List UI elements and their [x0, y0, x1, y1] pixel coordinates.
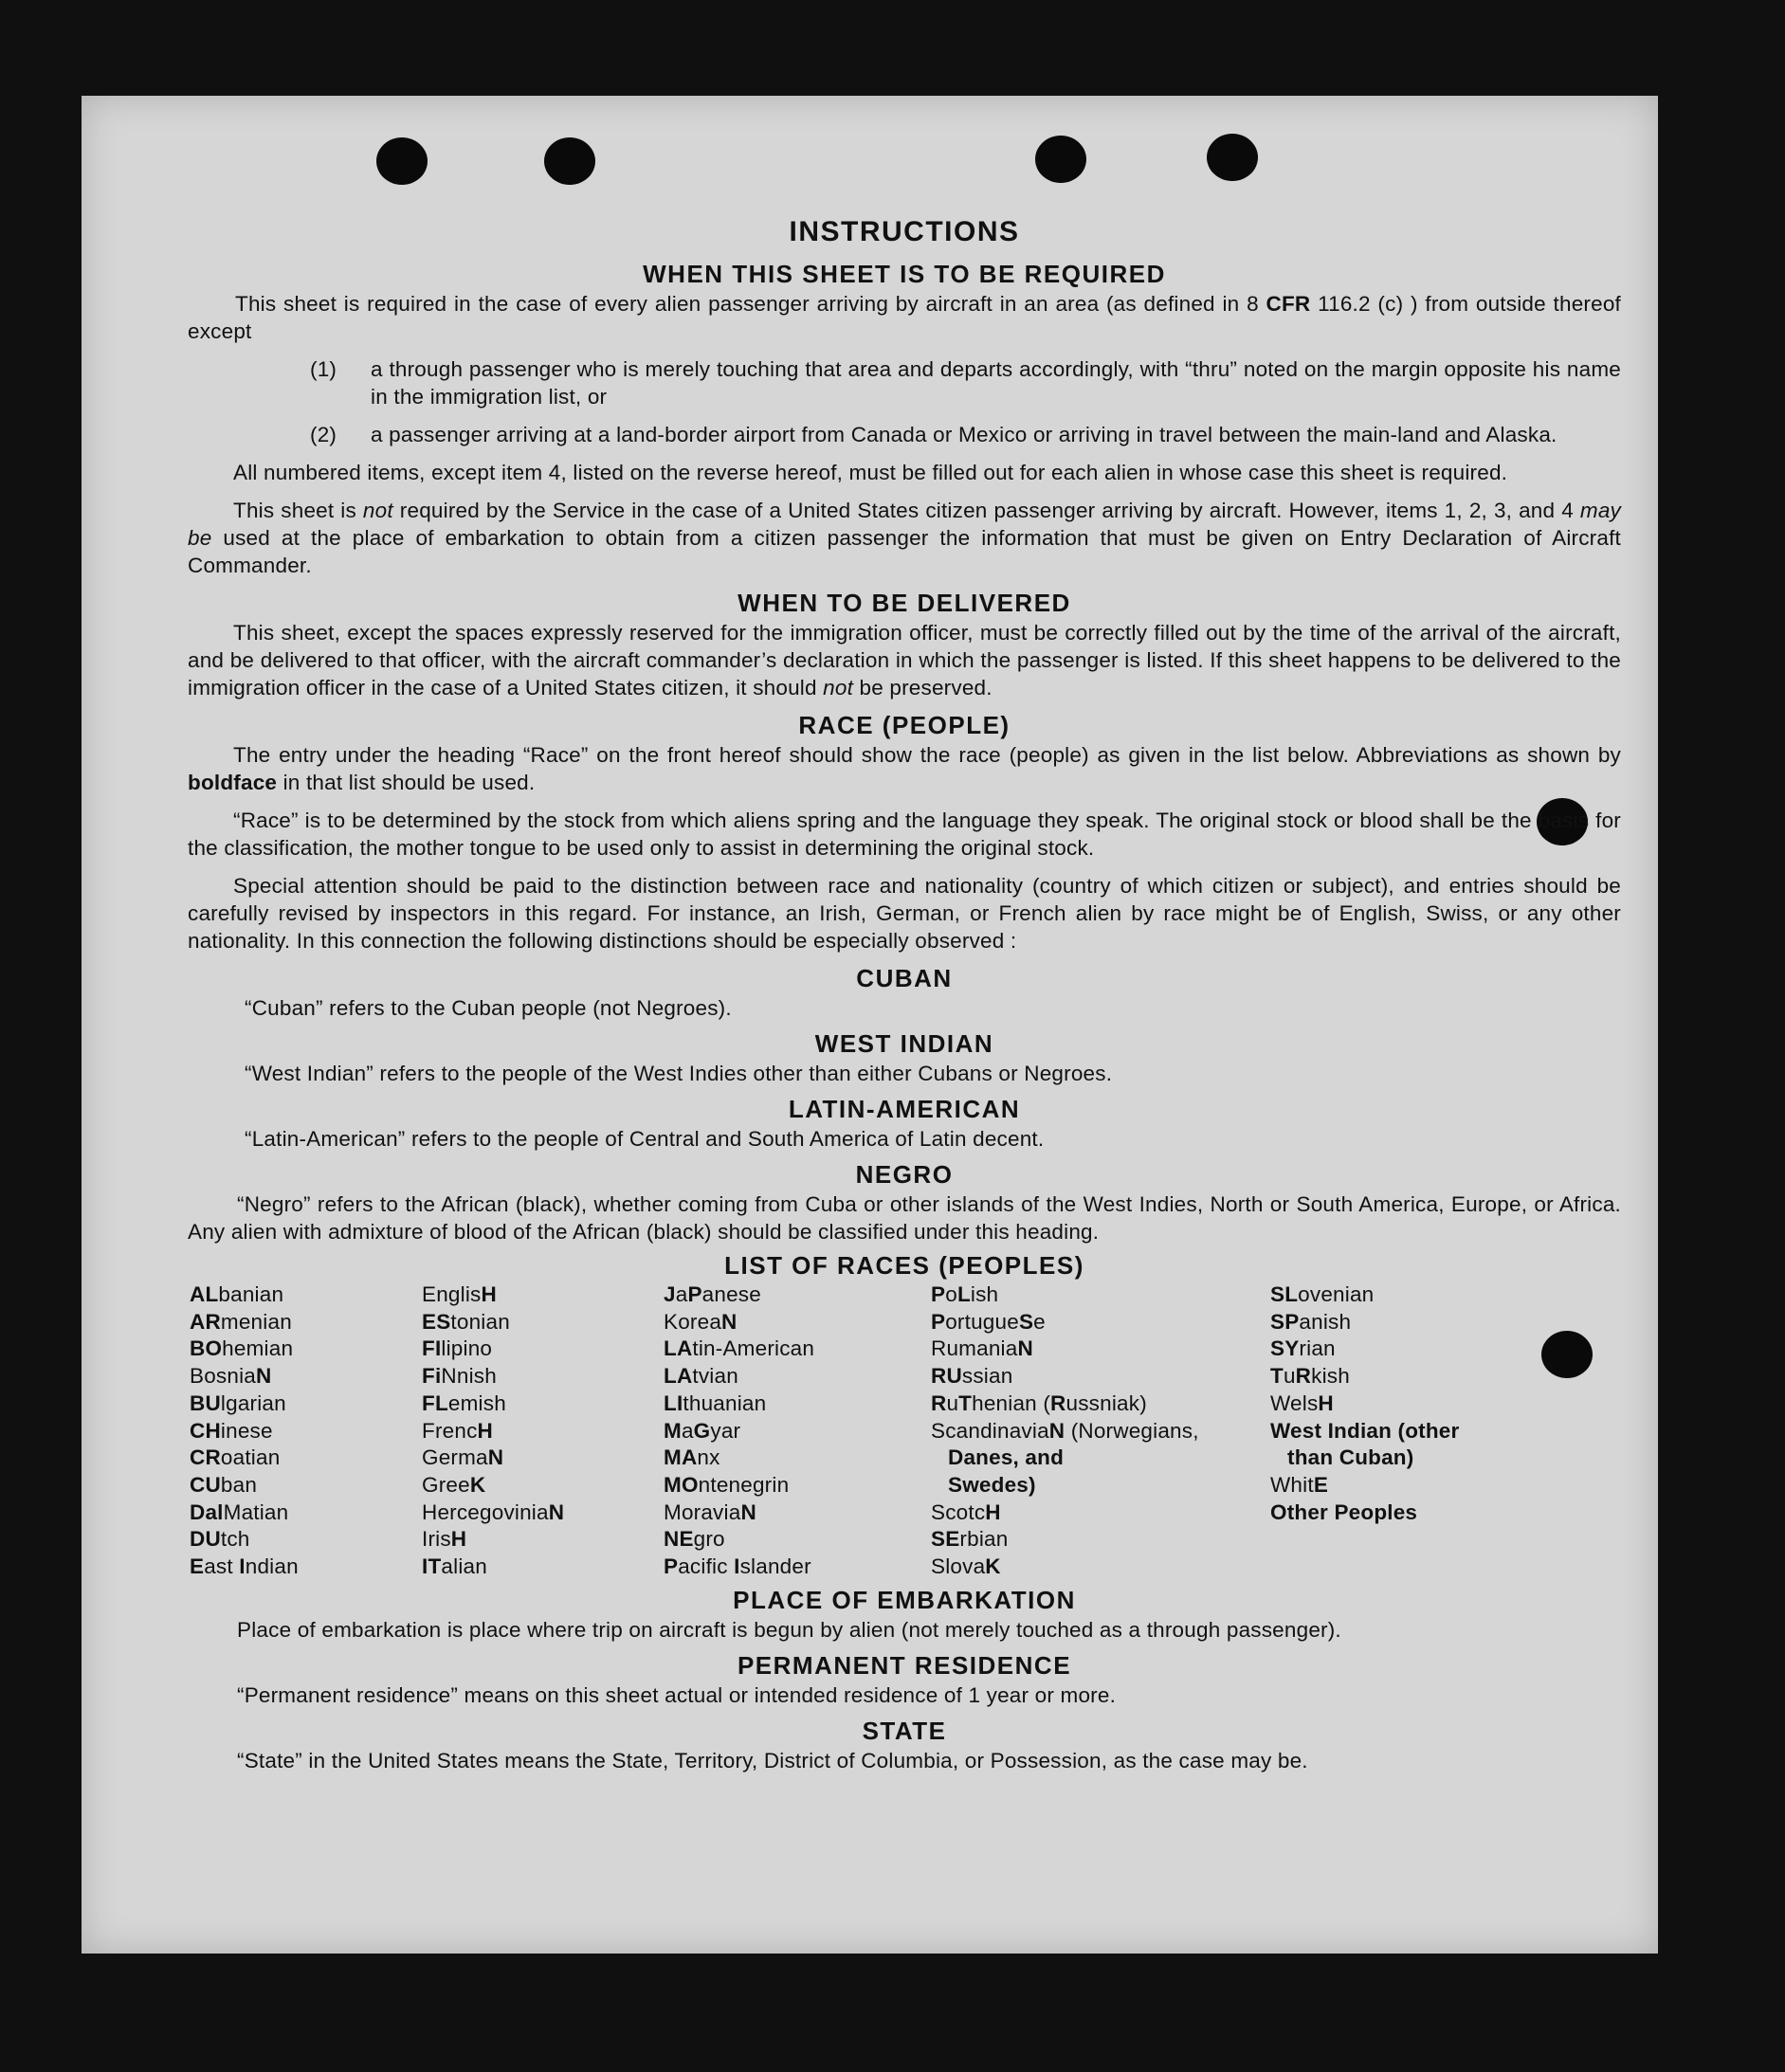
paragraph-numbered-items: All numbered items, except item 4, listed on the reverse hereof, must be filled out for each alien in whose case this sheet is required.	[233, 461, 1508, 484]
section-heading-required: WHEN THIS SHEET IS TO BE REQUIRED	[643, 260, 1166, 288]
paragraph-embarkation: Place of embarkation is place where trip on aircraft is begun by alien (not merely touched as a through passenger).	[237, 1617, 1341, 1642]
definition-text: “West Indian” refers to the people of the West Indies other than either Cubans or Negroes.	[245, 1062, 1113, 1085]
races-heading: LIST OF RACES (PEOPLES)	[724, 1251, 1084, 1280]
race-entry: than Cuban)	[1287, 1445, 1414, 1470]
race-entry: ScandinaviaN (Norwegians,	[931, 1418, 1199, 1443]
race-entry: DUtch	[190, 1527, 250, 1552]
punch-hole	[376, 137, 428, 185]
races-column	[190, 1281, 422, 1581]
section-heading-embarkation: PLACE OF EMBARKATION	[733, 1585, 1076, 1614]
race-entry: MAnx	[664, 1445, 720, 1470]
race-entry: RuThenian (Russniak)	[931, 1390, 1147, 1415]
punch-hole	[1035, 136, 1086, 183]
paragraph-state: “State” in the United States means the State, Territory, District of Columbia, or Possession, as the case may be.	[237, 1748, 1308, 1772]
paragraph-race-entry: The entry under the heading “Race” on the front hereof should show the race (people) as given in the list below. Abbreviations as shown by boldface in that list should be used.	[188, 743, 1621, 794]
race-entry: IrisH	[422, 1527, 467, 1552]
race-entry: GreeK	[422, 1472, 486, 1497]
definition-heading: CUBAN	[856, 964, 953, 992]
paragraph-race-nationality: Special attention should be paid to the distinction between race and nationality (country of which citizen or subject), and entries should be carefully revised by inspectors in this regard. For instance, an Irish, German, or French alien by race might be of English, Swiss, or any other nationality. In this connection the following distinctions should be especially observed :	[188, 874, 1621, 953]
race-entry: ARmenian	[190, 1309, 292, 1334]
race-entry: FIlipino	[422, 1336, 493, 1361]
exception-item: (1) a through passenger who is merely touching that area and departs accordingly, with “thru” noted on the margin opposite his name in the immigration list, or	[310, 357, 1621, 409]
race-entry: KoreaN	[664, 1309, 738, 1334]
race-entry: Swedes)	[948, 1472, 1036, 1497]
race-entry: CUban	[190, 1472, 258, 1497]
race-entry: West Indian (other	[1270, 1418, 1460, 1443]
instructions-content	[188, 216, 1621, 1783]
paragraph-race-stock: “Race” is to be determined by the stock from which aliens spring and the language they speak. The original stock or blood shall be the basis for the classification, the mother tongue to be used only to assist in determining the original stock.	[188, 809, 1621, 860]
race-entry: FrencH	[422, 1418, 493, 1443]
punch-hole	[544, 137, 595, 185]
punch-hole	[1207, 134, 1258, 181]
race-entry: Pacific Islander	[664, 1554, 811, 1579]
definition-heading: WEST INDIAN	[814, 1029, 994, 1058]
race-entry: BUlgarian	[190, 1390, 286, 1415]
race-entry: BosniaN	[190, 1364, 272, 1389]
race-entry: East Indian	[190, 1554, 299, 1579]
race-entry: PortugueSe	[931, 1309, 1046, 1334]
race-entry: EStonian	[422, 1309, 510, 1334]
race-entry: MaGyar	[664, 1418, 741, 1443]
race-entry: JaPanese	[664, 1282, 761, 1306]
race-entry: SErbian	[931, 1527, 1009, 1552]
race-entry: GermaN	[422, 1445, 504, 1470]
document-sheet	[82, 96, 1658, 1954]
races-column	[422, 1281, 664, 1581]
exception-item: (2) a passenger arriving at a land-border airport from Canada or Mexico or arriving in travel between the main-land and Alaska.	[310, 423, 1557, 446]
races-column	[1270, 1281, 1555, 1581]
definition-text: “Latin-American” refers to the people of Central and South America of Latin decent.	[245, 1127, 1045, 1151]
race-entry: SLovenian	[1270, 1282, 1375, 1306]
race-entry: LAtvian	[664, 1364, 738, 1389]
race-entry: BOhemian	[190, 1336, 294, 1361]
race-entry: WelsH	[1270, 1390, 1334, 1415]
race-entry: SlovaK	[931, 1554, 1001, 1579]
page-title: INSTRUCTIONS	[789, 216, 1020, 247]
race-entry: RumaniaN	[931, 1336, 1033, 1361]
race-entry: NEgro	[664, 1527, 725, 1552]
race-entry: Danes, and	[948, 1445, 1065, 1470]
races-list	[190, 1281, 1621, 1581]
race-entry: RUssian	[931, 1364, 1013, 1389]
race-entry: FLemish	[422, 1390, 506, 1415]
definition-text: “Negro” refers to the African (black), whether coming from Cuba or other islands of the West Indies, North or South America, Europe, or Africa. Any alien with admixture of blood of the African (black) should be classified under this heading.	[188, 1192, 1621, 1244]
definition-text: “Cuban” refers to the Cuban people (not Negroes).	[245, 996, 732, 1020]
race-entry: TuRkish	[1270, 1364, 1350, 1389]
section-heading-residence: PERMANENT RESIDENCE	[737, 1650, 1072, 1680]
race-entry: ALbanian	[190, 1282, 284, 1306]
race-entry: LIthuanian	[664, 1390, 767, 1415]
section-heading-state: STATE	[862, 1716, 947, 1745]
paragraph-residence: “Permanent residence” means on this sheet actual or intended residence of 1 year or more.	[237, 1682, 1117, 1707]
race-entry: DalMatian	[190, 1499, 289, 1524]
race-entry: CHinese	[190, 1418, 273, 1443]
race-entry: SYrian	[1270, 1336, 1336, 1361]
race-entry: LAtin-American	[664, 1336, 815, 1361]
races-column	[664, 1281, 931, 1581]
section-heading-delivered: WHEN TO BE DELIVERED	[738, 589, 1071, 617]
race-entry: Other Peoples	[1270, 1499, 1418, 1524]
race-entry: MoraviaN	[664, 1499, 756, 1524]
race-entry: MOntenegrin	[664, 1472, 790, 1497]
race-entry: ITalian	[422, 1554, 487, 1579]
race-entry: FiNnish	[422, 1364, 497, 1389]
race-entry: SPanish	[1270, 1309, 1352, 1334]
race-entry: ScotcH	[931, 1499, 1001, 1524]
race-entry: HercegoviniaN	[422, 1499, 565, 1524]
races-column	[931, 1281, 1270, 1581]
paragraph-citizen: This sheet is not required by the Service in the case of a United States citizen passenger arriving by aircraft. However, items 1, 2, 3, and 4 may be used at the place of embarkation to obtain from a citizen passenger the information that must be given on Entry Declaration of Aircraft Commander.	[188, 499, 1621, 577]
section-heading-race: RACE (PEOPLE)	[798, 711, 1011, 739]
race-entry: PoLish	[931, 1282, 999, 1306]
definition-heading: NEGRO	[855, 1160, 954, 1189]
race-entry: WhitE	[1270, 1472, 1329, 1497]
definition-heading: LATIN-AMERICAN	[788, 1095, 1021, 1123]
paragraph-delivered: This sheet, except the spaces expressly reserved for the immigration officer, must be correctly filled out by the time of the arrival of the aircraft, and be delivered to that officer, with the aircraft commander’s declaration in which the passenger is listed. If this sheet happens to be delivered to the immigration officer in the case of a United States citizen, it should not be preserved.	[188, 621, 1621, 700]
paragraph-required-intro: This sheet is required in the case of every alien passenger arriving by aircraft in an area (as defined in 8 CFR 116.2 (c) ) from outside thereof except	[188, 292, 1621, 343]
race-entry: CRoatian	[190, 1445, 281, 1470]
race-entry: EnglisH	[422, 1282, 497, 1306]
